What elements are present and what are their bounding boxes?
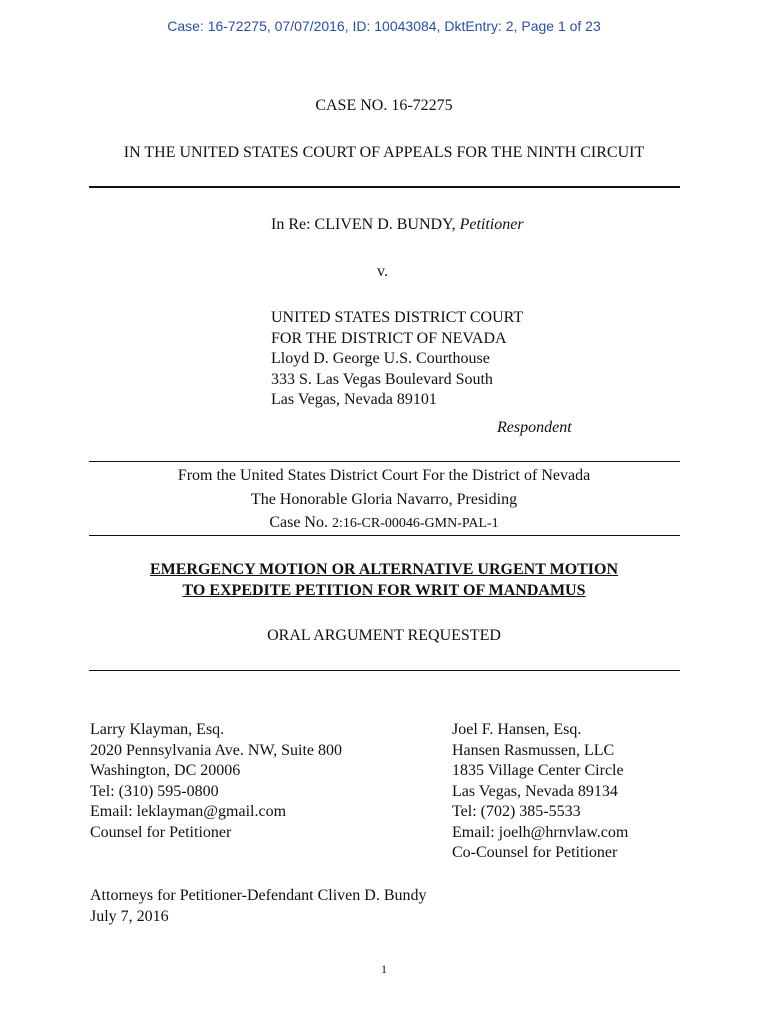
counsel-right-line: Joel F. Hansen, Esq. <box>452 721 582 738</box>
respondent-role: Respondent <box>497 419 572 436</box>
page-number: 1 <box>381 962 387 976</box>
counsel-right-line: Las Vegas, Nevada 89134 <box>452 782 618 800</box>
counsel-left-line: Email: leklayman@gmail.com <box>90 803 287 820</box>
lower-court-case-label: Case No. <box>269 514 332 531</box>
counsel-right-line: 1835 Village Center Circle <box>452 762 624 779</box>
motion-title-line2: TO EXPEDITE PETITION FOR WRIT OF MANDAMUS <box>182 582 586 599</box>
docket-header: Case: 16-72275, 07/07/2016, ID: 10043084, DktEntry: 2, Page 1 of 23 <box>167 18 601 34</box>
petitioner-role: Petitioner <box>459 216 524 233</box>
respondent-line: 333 S. Las Vegas Boulevard South <box>271 370 493 388</box>
respondent-block <box>271 308 523 411</box>
lower-court-line1: From the United States District Court For the District of Nevada <box>177 467 591 484</box>
lower-court-case-number: 2:16-CR-00046-GMN-PAL-1 <box>331 516 499 531</box>
counsel-left-line: 2020 Pennsylvania Ave. NW, Suite 800 <box>90 741 342 759</box>
in-re-line <box>271 216 524 234</box>
divider-counsel <box>89 670 680 671</box>
respondent-line: Lloyd D. George U.S. Courthouse <box>271 350 490 367</box>
divider-lower-court-bottom <box>89 535 680 536</box>
oral-argument: ORAL ARGUMENT REQUESTED <box>267 627 501 644</box>
counsel-right-block <box>452 720 628 864</box>
counsel-left-line: Larry Klayman, Esq. <box>90 721 225 738</box>
in-re-petitioner: In Re: CLIVEN D. BUNDY, <box>271 216 460 233</box>
motion-title-line1: EMERGENCY MOTION OR ALTERNATIVE URGENT MOTION <box>149 561 619 578</box>
counsel-left-block <box>90 720 342 843</box>
counsel-right-line: Tel: (702) 385-5533 <box>452 803 581 820</box>
counsel-right-line: Co-Counsel for Petitioner <box>452 844 618 861</box>
attorneys-block <box>90 886 427 927</box>
versus: v. <box>377 263 388 280</box>
counsel-right-line: Email: joelh@hrnvlaw.com <box>452 823 629 841</box>
divider-top <box>89 186 680 188</box>
respondent-line: UNITED STATES DISTRICT COURT <box>271 309 524 326</box>
divider-lower-court-top <box>89 461 680 462</box>
attorneys-for: Attorneys for Petitioner-Defendant Cliven D. Bundy <box>90 887 427 904</box>
motion-title <box>0 559 768 601</box>
filing-date: July 7, 2016 <box>90 907 169 925</box>
case-number: CASE NO. 16-72275 <box>315 97 453 114</box>
counsel-left-line: Counsel for Petitioner <box>90 823 232 841</box>
counsel-right-line: Hansen Rasmussen, LLC <box>452 741 615 759</box>
respondent-line: Las Vegas, Nevada 89101 <box>271 391 437 408</box>
counsel-left-line: Tel: (310) 595-0800 <box>90 782 219 800</box>
respondent-line: FOR THE DISTRICT OF NEVADA <box>271 329 507 347</box>
counsel-left-line: Washington, DC 20006 <box>90 762 241 779</box>
lower-court-case <box>0 514 768 532</box>
lower-court-judge: The Honorable Gloria Navarro, Presiding <box>250 491 518 508</box>
court-name: IN THE UNITED STATES COURT OF APPEALS FOR THE NINTH CIRCUIT <box>123 144 645 161</box>
